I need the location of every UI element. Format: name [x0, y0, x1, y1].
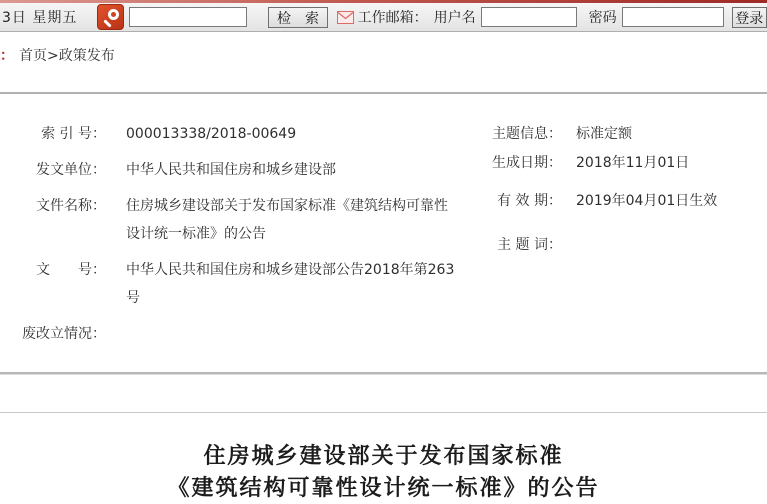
metadata-right-column [472, 120, 759, 356]
meta-label: 主题信息： [492, 126, 562, 142]
meta-value: 住房城乡建设部关于发布国家标准《建筑结构可靠性设计统一标准》的公告 [126, 198, 448, 242]
header-toolbar [0, 3, 767, 32]
meta-value [106, 320, 126, 348]
password-input[interactable] [622, 7, 724, 27]
meta-label: 发文单位： [36, 162, 106, 178]
meta-label: 文件名称： [36, 198, 106, 214]
meta-row-topic-info [472, 120, 759, 148]
search-icon[interactable] [97, 4, 124, 30]
meta-label: 有 效 期： [497, 193, 562, 209]
meta-row-file-name [8, 192, 472, 248]
article-title-line1: 住房城乡建设部关于发布国家标准 [203, 443, 564, 469]
date-text: 3日 星期五 [2, 10, 78, 26]
meta-row-issuing-unit [8, 156, 472, 184]
meta-row-generated-date [472, 149, 759, 177]
login-button[interactable]: 登录 [732, 7, 767, 28]
meta-row-index-number [8, 120, 472, 148]
metadata-left-column [0, 120, 472, 356]
search-button[interactable]: 检 索 [268, 7, 327, 28]
meta-value: 000013338/2018-00649 [126, 126, 297, 142]
meta-value: 中华人民共和国住房和城乡建设部公告2018年第263号 [126, 262, 455, 306]
meta-value: 中华人民共和国住房和城乡建设部 [126, 162, 336, 178]
meta-value: 2019年04月01日生效 [576, 193, 718, 209]
meta-value [562, 231, 576, 259]
meta-value: 2018年11月01日 [576, 155, 690, 171]
meta-row-subject-words [472, 231, 759, 259]
envelope-icon [337, 11, 354, 24]
meta-label: 索 引 号： [41, 126, 106, 142]
magnifier-lens [108, 9, 119, 20]
breadcrumb-path[interactable]: 首页>政策发布 [19, 48, 115, 64]
divider-thin [0, 412, 767, 413]
article-title-line2: 《建筑结构可靠性设计统一标准》的公告 [167, 475, 600, 501]
article-title [0, 440, 767, 504]
meta-value: 标准定额 [576, 126, 632, 142]
meta-label: 废改立情况： [22, 326, 106, 342]
username-input[interactable] [481, 7, 577, 27]
work-mail-label: 工作邮箱： [357, 10, 428, 26]
magnifier-handle [104, 19, 112, 27]
meta-row-repeal-status [8, 320, 472, 348]
meta-label: 生成日期： [492, 155, 562, 171]
search-input[interactable] [129, 7, 247, 27]
username-label: 用户名 [433, 10, 476, 26]
meta-label: 文 号： [36, 262, 106, 278]
divider-middle [0, 372, 767, 375]
metadata-panel [0, 94, 767, 356]
password-label: 密码 [588, 10, 617, 26]
breadcrumb [0, 45, 767, 65]
breadcrumb-mark: ： [0, 48, 14, 64]
meta-row-effective-date [472, 187, 759, 215]
meta-row-document-number [8, 256, 472, 312]
meta-label: 主 题 词： [497, 237, 562, 253]
